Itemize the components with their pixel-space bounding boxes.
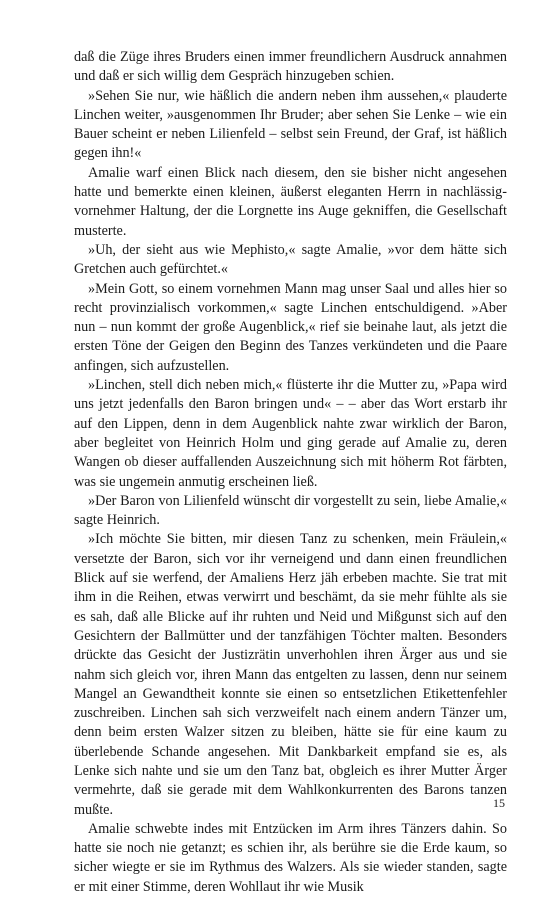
body-text	[74, 48, 507, 897]
page-number: 15	[493, 796, 505, 810]
paragraph-2: »Sehen Sie nur, wie häßlich die andern neben ihm aussehen,« plauderte Linchen weiter, »ausgenommen Ihr Bruder; aber sehen Sie Lenke – wie ein Bauer scheint er neben Lilienfeld – selbst sein Freund, der Graf, ist häßlich gegen ihn!«	[74, 87, 507, 162]
paragraph-7: »Der Baron von Lilienfeld wünscht dir vorgestellt zu sein, liebe Amalie,« sagte Heinrich.	[74, 492, 507, 529]
paragraph-5: »Mein Gott, so einem vornehmen Mann mag unser Saal und alles hier so recht provinzialisch vorkommen,« sagte Linchen entschuldigend. »Aber nun – nun kommt der große Augenblick,« rief sie beinahe laut, als jetzt die ersten Töne der Geigen den Beginn des Tanzes verkündeten und die Paare anfingen, sich aufzustellen.	[74, 280, 507, 374]
paragraph-1: daß die Züge ihres Bruders einen immer freundlichern Ausdruck annahmen und daß er sich willig dem Gespräch hinzugeben schien.	[74, 49, 507, 85]
paragraph-4: »Uh, der sieht aus wie Mephisto,« sagte Amalie, »vor dem hätte sich Gretchen auch gefürchtet.«	[74, 241, 507, 278]
paragraph-6: »Linchen, stell dich neben mich,« flüsterte ihr die Mutter zu, »Papa wird uns jetzt jedenfalls den Baron bringen und« – – aber das Wort erstarb ihr auf den Lippen, denn in dem Augenblick nahte zwar wirklich der Baron, aber begleitet von Heinrich Holm und ging gerade auf Amalie zu, deren Wangen ob dieser auffallenden Auszeichnung sich mit höherm Rot färbten, was sie ungemein anmutig erscheinen ließ.	[74, 377, 507, 490]
paragraph-9: Amalie schwebte indes mit Entzücken im Arm ihres Tänzers dahin. So hatte sie noch nie getanzt; es schien ihr, als berühre sie die Erde kaum, so sicher wiegte er sie im Rythmus des Walzers. Als sie wieder standen, sagte er mit einer Stimme, deren Wohllaut ihr wie Musik	[74, 820, 507, 895]
paragraph-3: Amalie warf einen Blick nach diesem, den sie bisher nicht angesehen hatte und bemerkte einen kleinen, äußerst eleganten Herrn in nachlässig-vornehmer Haltung, der die Lorgnette ins Auge gekniffen, die Gesellschaft musterte.	[74, 164, 507, 239]
paragraph-8: »Ich möchte Sie bitten, mir diesen Tanz zu schenken, mein Fräulein,« versetzte der Baron, sich vor ihr verneigend und dann einen freundlichen Blick auf sie werfend, der Amaliens Herz jäh erbeben machte. Sie trat mit ihm in die Reihen, etwas verwirrt und beschämt, da sie mehr fühlte als sie es sah, daß alle Blicke auf ihr ruhten und Neid und Mißgunst sich auf den Gesichtern der Ballmütter und der tanzfähigen Töchter malten. Besonders drückte das Gesicht der Justizrätin unverhohlen ihren Ärger aus und sie nahm sich gleich vor, ihren Mann das entgelten zu lassen, denn nur seinem Mangel an Gewandtheit konnte sie einen so entsetzlichen Etikettenfehler zuschreiben. Linchen sah sich verzweifelt nach einem andern Tänzer um, denn beim ersten Walzer sitzen zu bleiben, hätte sie für eine kaum zu überlebende Schande angesehen. Mit Dankbarkeit empfand sie es, als Lenke sich nahte und sie um den Tanz bat, obgleich es ihrer Mutter Ärger vermehrte, daß sie gerade mit dem Wahlkonkurrenten des Barons tanzen mußte.	[74, 531, 507, 818]
